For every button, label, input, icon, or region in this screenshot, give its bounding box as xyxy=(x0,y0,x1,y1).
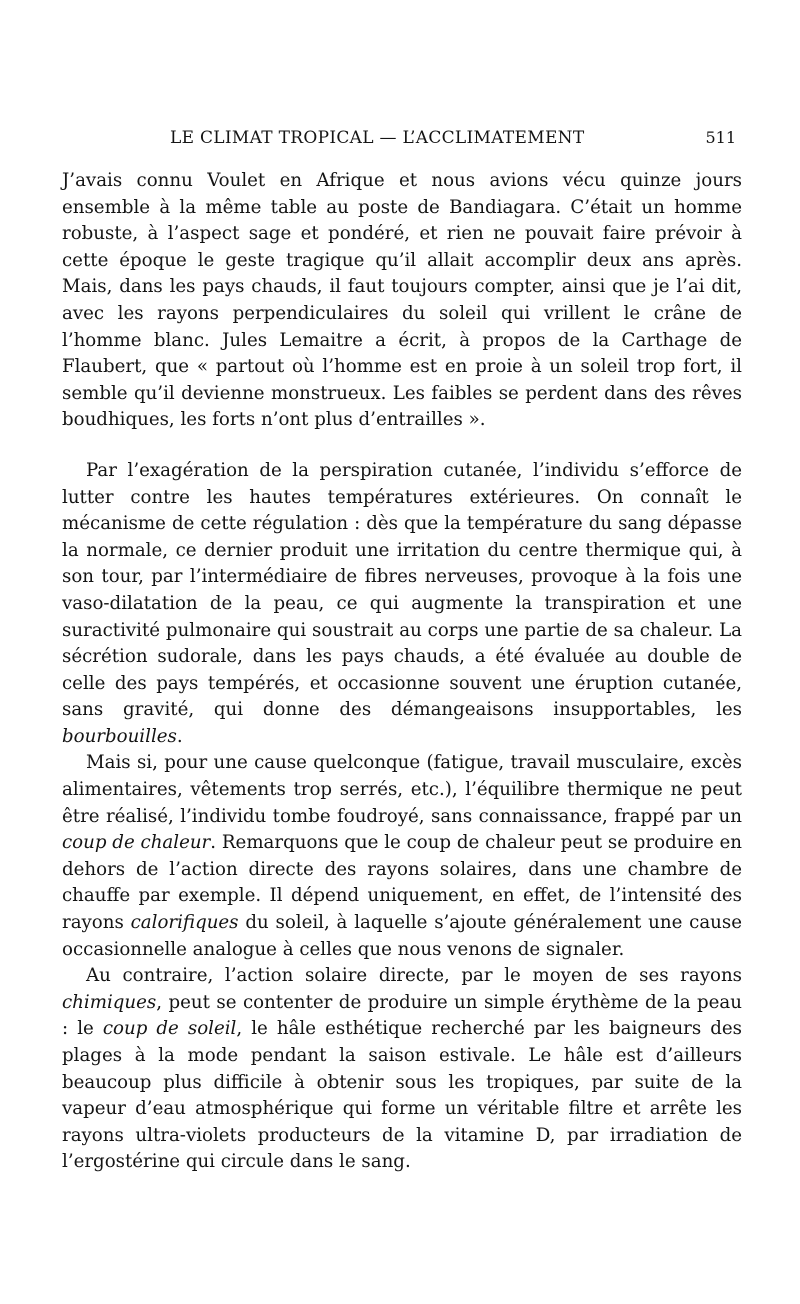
text-run: , le hâle esthétique recherché par les baigneurs des plages à la mode pendant la saison estivale. Le hâle est d’ailleurs beaucoup plus difficile à obtenir sous les tropiques, par suite de la vapeur d’eau atmosphérique qui forme un véritable filtre et arrête les rayons ultra-violets producteurs de la vitamine D, par irradiation de l’ergostérine qui circule dans le sang. xyxy=(62,1018,742,1173)
paragraph xyxy=(62,750,742,963)
italic-text: coup de chaleur xyxy=(62,832,211,854)
text-run: . Remarquons que le coup de chaleur peut se produire en dehors de l’action directe des rayons solaires, dans une chambre de chauffe par exemple. Il dépend uniquement, en effet, de l’intensité des rayons xyxy=(62,832,742,934)
text-run: du soleil, à laquelle s’ajoute généralement une cause occasionnelle analogue à celles que nous venons de signaler. xyxy=(62,912,742,960)
italic-text: calorifiques xyxy=(130,912,239,934)
italic-text: coup de soleil xyxy=(102,1018,237,1040)
italic-text: chimiques xyxy=(62,991,157,1013)
paragraph xyxy=(62,963,742,1176)
text-run: Au contraire, l’action solaire directe, par le moyen de ses rayons xyxy=(86,965,742,987)
paragraph xyxy=(62,168,742,434)
text-run: Mais si, pour une cause quelconque (fatigue, travail musculaire, excès alimentaires, vêtements trop serrés, etc.), l’équilibre thermique ne peut être réalisé, l’individu tombe foudroyé, sans connaissance, frappé par un xyxy=(62,752,742,827)
italic-text: bourbouilles xyxy=(62,725,177,747)
running-title: LE CLIMAT TROPICAL — L’ACCLIMATEMENT xyxy=(170,128,585,148)
text-run: , peut se contenter de produire un simple érythème de la peau : le xyxy=(62,991,742,1040)
page-number: 511 xyxy=(705,128,736,147)
paragraph xyxy=(62,458,742,751)
text-run: . xyxy=(176,725,183,747)
text-run: J’avais connu Voulet en Afrique et nous avions vécu quinze jours ensemble à la même table au poste de Bandiagara. C’était un homme robuste, à l’aspect sage et pondéré, et rien ne pouvait faire prévoir à cette époque le geste tragique qu’il allait accomplir deux ans après. Mais, dans les pays chauds, il faut toujours compter, ainsi que je l’ai dit, avec les rayons perpendiculaires du soleil qui vrillent le crâne de l’homme blanc. Jules Lemaitre a écrit, à propos de la Carthage de Flaubert, que « partout où l’homme est en proie à un soleil trop fort, il semble qu’il devienne monstrueux. Les faibles se perdent dans des rêves boudhiques, les forts n’ont plus d’entrailles ». xyxy=(62,170,742,431)
running-header xyxy=(0,124,800,154)
text-run: Par l’exagération de la perspiration cutanée, l’individu s’efforce de lutter contre les hautes températures extérieures. On connaît le mécanisme de cette régulation : dès que la température du sang dépasse la normale, ce dernier produit une irritation du centre thermique qui, à son tour, par l’intermédiaire de fibres nerveuses, provoque à la fois une vaso-dilatation de la peau, ce qui augmente la transpiration et une suractivité pulmonaire qui soustrait au corps une partie de sa chaleur. La sécrétion sudorale, dans les pays chauds, a été évaluée au double de celle des pays tempérés, et occasionne souvent une éruption cutanée, sans gravité, qui donne des démangeaisons insupportables, les xyxy=(62,459,742,721)
body-text xyxy=(62,168,742,1176)
